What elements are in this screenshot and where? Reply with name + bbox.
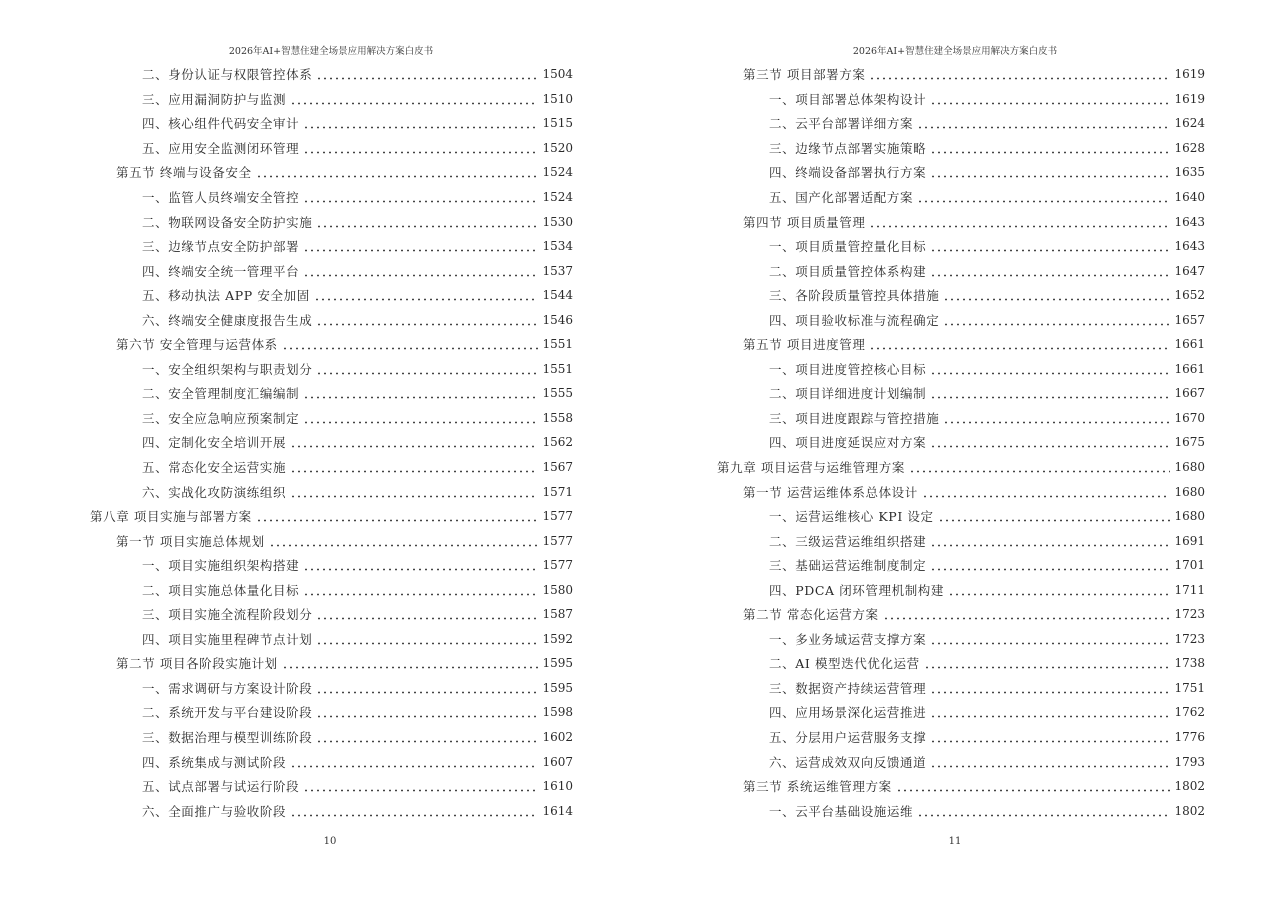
toc-entry-page-number: 1675 <box>1174 435 1205 450</box>
toc-entry-title: 一、项目进度管控核心目标 <box>769 361 927 377</box>
toc-subsection-entry[interactable] <box>717 700 1205 725</box>
dot-leader <box>930 142 1170 154</box>
toc-section-entry[interactable] <box>717 209 1205 234</box>
toc-entry-page-number: 1628 <box>1174 140 1205 155</box>
toc-subsection-entry[interactable] <box>90 700 573 725</box>
toc-section-entry[interactable] <box>90 651 573 676</box>
toc-subsection-entry[interactable] <box>717 430 1205 455</box>
toc-entry-title: 一、监管人员终端安全管控 <box>142 190 300 205</box>
toc-entry-title: 三、安全应急响应预案制定 <box>142 410 300 426</box>
dot-leader <box>930 559 1170 571</box>
toc-entry-page-number: 1520 <box>542 140 573 155</box>
toc-entry-page-number: 1661 <box>1174 337 1205 352</box>
toc-entry-title: 六、实战化攻防演练组织 <box>142 484 287 500</box>
toc-entry-page-number: 1537 <box>542 263 573 278</box>
toc-entry-title: 三、项目进度跟踪与管控措施 <box>769 410 940 426</box>
dot-leader <box>290 93 538 105</box>
toc-entry-page-number: 1562 <box>542 435 573 450</box>
dot-leader <box>316 216 538 228</box>
toc-entry-page-number: 1515 <box>542 116 573 131</box>
toc-subsection-entry[interactable] <box>90 357 573 382</box>
dot-leader <box>930 756 1170 768</box>
page-number: 11 <box>948 836 962 847</box>
toc-entry-title: 第三节 系统运维管理方案 <box>743 779 892 795</box>
toc-subsection-entry[interactable] <box>717 136 1205 161</box>
toc-entry-title: 四、终端设备部署执行方案 <box>769 165 927 181</box>
dot-leader <box>930 706 1170 718</box>
toc-subsection-entry[interactable] <box>90 209 573 234</box>
toc-entry-page-number: 1595 <box>542 656 573 671</box>
toc-entry-title: 二、AI 模型迭代优化运营 <box>769 656 920 672</box>
toc-entry-title: 五、试点部署与试运行阶段 <box>142 779 300 795</box>
toc-entry-title: 一、项目质量管控量化目标 <box>769 239 927 255</box>
toc-subsection-entry[interactable] <box>717 627 1205 652</box>
toc-subsection-entry[interactable] <box>90 577 573 602</box>
toc-entry-title: 三、项目实施全流程阶段划分 <box>142 607 313 623</box>
toc-entry-page-number: 1577 <box>542 509 573 524</box>
toc-entry-page-number: 1598 <box>542 705 573 720</box>
toc-subsection-entry[interactable] <box>90 455 573 480</box>
toc-subsection-entry[interactable] <box>90 479 573 504</box>
dot-leader <box>316 363 538 375</box>
toc-entry-page-number: 1619 <box>1174 91 1205 106</box>
dot-leader <box>290 756 538 768</box>
toc-entry-page-number: 1567 <box>542 460 573 475</box>
toc-entry-title: 一、安全组织架构与职责划分 <box>142 361 313 377</box>
toc-subsection-entry[interactable] <box>90 87 573 112</box>
toc-entry-title: 六、全面推广与验收阶段 <box>142 803 287 819</box>
toc-subsection-entry[interactable] <box>90 307 573 332</box>
toc-entry-title: 五、分层用户运营服务支撑 <box>769 730 927 746</box>
toc-entry-title: 四、终端安全统一管理平台 <box>142 263 300 279</box>
toc-entry-title: 二、物联网设备安全防护实施 <box>142 214 313 230</box>
toc-subsection-entry[interactable] <box>717 307 1205 332</box>
dot-leader <box>303 142 538 154</box>
toc-section-entry[interactable] <box>717 602 1205 627</box>
dot-leader <box>917 191 1170 203</box>
toc-entry-page-number: 1691 <box>1174 533 1205 548</box>
toc-entry-page-number: 1647 <box>1174 263 1205 278</box>
toc-subsection-entry[interactable] <box>90 430 573 455</box>
dot-leader <box>256 510 539 522</box>
toc-subsection-entry[interactable] <box>90 676 573 701</box>
toc-entry-title: 一、项目部署总体架构设计 <box>769 91 927 107</box>
toc-entry-page-number: 1640 <box>1174 190 1205 204</box>
toc-subsection-entry[interactable] <box>717 676 1205 701</box>
dot-leader <box>930 166 1170 178</box>
toc-entry-page-number: 1558 <box>542 410 573 425</box>
toc-entry-page-number: 1738 <box>1174 656 1205 671</box>
dot-leader <box>303 265 538 277</box>
dot-leader <box>290 805 538 817</box>
toc-entry-page-number: 1776 <box>1174 730 1205 745</box>
dot-leader <box>290 486 538 498</box>
dot-leader <box>269 535 539 547</box>
toc-section-entry[interactable] <box>717 774 1205 799</box>
dot-leader <box>303 240 538 252</box>
toc-section-entry[interactable] <box>90 160 573 185</box>
toc-entry-title: 四、核心组件代码安全审计 <box>142 116 300 132</box>
dot-leader <box>303 117 538 129</box>
toc-entry-page-number: 1524 <box>542 165 573 180</box>
dot-leader <box>316 682 538 694</box>
dot-leader <box>290 461 538 473</box>
toc-entry-title: 第三节 项目部署方案 <box>743 67 866 83</box>
toc-entry-page-number: 1762 <box>1174 705 1205 720</box>
toc-entry-page-number: 1680 <box>1174 460 1205 475</box>
dot-leader <box>316 633 538 645</box>
toc-entry-title: 三、各阶段质量管控具体措施 <box>769 288 940 304</box>
dot-leader <box>869 338 1170 350</box>
toc-entry-title: 四、应用场景深化运营推进 <box>769 705 927 721</box>
toc-subsection-entry[interactable] <box>90 774 573 799</box>
toc-entry-title: 五、应用安全监测闭环管理 <box>142 140 300 156</box>
toc-entry-page-number: 1643 <box>1174 214 1205 229</box>
toc-subsection-entry[interactable] <box>90 602 573 627</box>
toc-entry-title: 四、定制化安全培训开展 <box>142 435 287 451</box>
toc-subsection-entry[interactable] <box>717 798 1205 823</box>
dot-leader <box>930 436 1170 448</box>
toc-entry-title: 五、国产化部署适配方案 <box>769 190 914 205</box>
toc-subsection-entry[interactable] <box>90 136 573 161</box>
dot-leader <box>316 731 538 743</box>
toc-entry-page-number: 1711 <box>1174 582 1205 597</box>
toc-subsection-entry[interactable] <box>90 798 573 823</box>
toc-entry-title: 二、身份认证与权限管控体系 <box>142 67 313 83</box>
toc-entry-title: 一、多业务域运营支撑方案 <box>769 631 927 647</box>
toc-entry-title: 三、边缘节点安全防护部署 <box>142 239 300 255</box>
toc-subsection-entry[interactable] <box>90 406 573 431</box>
dot-leader <box>316 314 538 326</box>
dot-leader <box>930 535 1170 547</box>
toc-subsection-entry[interactable] <box>90 553 573 578</box>
toc-entry-page-number: 1670 <box>1174 410 1205 425</box>
dot-leader <box>303 412 538 424</box>
toc-section-entry[interactable] <box>717 479 1205 504</box>
toc-subsection-entry[interactable] <box>717 87 1205 112</box>
toc-section-entry[interactable] <box>90 332 573 357</box>
dot-leader <box>869 216 1170 228</box>
dot-leader <box>948 584 1170 596</box>
dot-leader <box>943 314 1170 326</box>
toc-subsection-entry[interactable] <box>717 357 1205 382</box>
toc-subsection-entry[interactable] <box>717 160 1205 185</box>
toc-section-entry[interactable] <box>717 332 1205 357</box>
toc-entry-page-number: 1652 <box>1174 288 1205 303</box>
toc-entry-title: 四、系统集成与测试阶段 <box>142 754 287 770</box>
dot-leader <box>303 387 538 399</box>
toc-entry-page-number: 1635 <box>1174 165 1205 180</box>
toc-entry-page-number: 1544 <box>542 288 573 303</box>
dot-leader <box>303 559 538 571</box>
toc-entry-title: 第一节 运营运维体系总体设计 <box>743 484 918 500</box>
toc-entry-title: 第六节 安全管理与运营体系 <box>116 337 278 353</box>
dot-leader <box>924 657 1171 669</box>
toc-subsection-entry[interactable] <box>90 234 573 259</box>
toc-entry-page-number: 1723 <box>1174 607 1205 622</box>
toc-subsection-entry[interactable] <box>717 234 1205 259</box>
toc-entry-page-number: 1592 <box>542 631 573 646</box>
toc-chapter-entry[interactable] <box>90 504 573 529</box>
toc-subsection-entry[interactable] <box>90 381 573 406</box>
toc-entry-page-number: 1555 <box>542 386 573 401</box>
dot-leader <box>930 265 1170 277</box>
toc-entry-page-number: 1802 <box>1174 803 1205 818</box>
toc-entry-page-number: 1680 <box>1174 484 1205 499</box>
toc-subsection-entry[interactable] <box>90 627 573 652</box>
toc-entry-page-number: 1571 <box>542 484 573 499</box>
toc-subsection-entry[interactable] <box>90 283 573 308</box>
toc-entry-title: 四、PDCA 闭环管理机制构建 <box>769 582 944 598</box>
toc-entry-title: 一、云平台基础设施运维 <box>769 803 914 819</box>
dot-leader <box>314 289 539 301</box>
dot-leader <box>282 338 539 350</box>
dot-leader <box>883 608 1171 620</box>
toc-subsection-entry[interactable] <box>717 651 1205 676</box>
toc-entry-page-number: 1701 <box>1174 558 1205 573</box>
dot-leader <box>316 608 538 620</box>
toc-entry-page-number: 1661 <box>1174 361 1205 376</box>
toc-entry-page-number: 1607 <box>542 754 573 769</box>
toc-entry-page-number: 1551 <box>542 361 573 376</box>
toc-entry-page-number: 1624 <box>1174 116 1205 131</box>
dot-leader <box>930 387 1170 399</box>
dot-leader <box>303 780 538 792</box>
toc-entry-page-number: 1546 <box>542 312 573 327</box>
dot-leader <box>316 706 538 718</box>
dot-leader <box>869 68 1170 80</box>
toc-entry-page-number: 1504 <box>542 67 573 82</box>
dot-leader <box>303 584 538 596</box>
toc-entry-title: 二、系统开发与平台建设阶段 <box>142 705 313 721</box>
toc-entry-page-number: 1610 <box>542 779 573 794</box>
toc-entry-title: 三、数据资产持续运营管理 <box>769 680 927 696</box>
toc-entry-title: 四、项目进度延误应对方案 <box>769 435 927 451</box>
toc-subsection-entry[interactable] <box>90 749 573 774</box>
toc-entry-title: 五、常态化安全运营实施 <box>142 460 287 476</box>
toc-entry-page-number: 1580 <box>542 582 573 597</box>
toc-subsection-entry[interactable] <box>717 725 1205 750</box>
toc-entry-page-number: 1602 <box>542 730 573 745</box>
dot-leader <box>290 436 538 448</box>
left-page <box>0 0 632 898</box>
toc-entry-page-number: 1751 <box>1174 680 1205 695</box>
dot-leader <box>282 657 539 669</box>
toc-entry-page-number: 1723 <box>1174 631 1205 646</box>
toc-entry-title: 第二节 项目各阶段实施计划 <box>116 656 278 672</box>
dot-leader <box>303 191 538 203</box>
toc-entry-title: 第四节 项目质量管理 <box>743 214 866 230</box>
toc-subsection-entry[interactable] <box>90 185 573 210</box>
toc-subsection-entry[interactable] <box>717 504 1205 529</box>
toc-subsection-entry[interactable] <box>717 749 1205 774</box>
toc-entry-title: 第八章 项目实施与部署方案 <box>90 509 252 525</box>
page-number: 10 <box>323 836 337 847</box>
dot-leader <box>930 731 1170 743</box>
toc-subsection-entry[interactable] <box>717 185 1205 210</box>
toc-entry-title: 三、基础运营运维制度制定 <box>769 558 927 574</box>
toc-entry-title: 第五节 项目进度管理 <box>743 337 866 353</box>
toc-entry-page-number: 1510 <box>542 91 573 106</box>
toc-entry-page-number: 1614 <box>542 803 573 818</box>
toc-entry-title: 三、应用漏洞防护与监测 <box>142 91 287 107</box>
toc-entry-page-number: 1587 <box>542 607 573 622</box>
toc-subsection-entry[interactable] <box>90 62 573 87</box>
toc-entry-title: 二、项目详细进度计划编制 <box>769 386 927 402</box>
toc-entry-title: 一、需求调研与方案设计阶段 <box>142 680 313 696</box>
toc-entry-title: 三、边缘节点部署实施策略 <box>769 140 927 156</box>
toc-entry-page-number: 1577 <box>542 533 573 548</box>
toc-subsection-entry[interactable] <box>717 111 1205 136</box>
table-of-contents <box>90 62 573 823</box>
toc-section-entry[interactable] <box>717 62 1205 87</box>
toc-entry-title: 六、运营成效双向反馈通道 <box>769 754 927 770</box>
toc-entry-page-number: 1577 <box>542 558 573 573</box>
dot-leader <box>256 166 539 178</box>
toc-subsection-entry[interactable] <box>717 283 1205 308</box>
dot-leader <box>930 633 1170 645</box>
toc-entry-title: 二、项目实施总体量化目标 <box>142 582 300 598</box>
toc-subsection-entry[interactable] <box>90 725 573 750</box>
toc-entry-page-number: 1595 <box>542 680 573 695</box>
dot-leader <box>909 461 1170 473</box>
dot-leader <box>943 412 1170 424</box>
toc-entry-page-number: 1667 <box>1174 386 1205 401</box>
toc-section-entry[interactable] <box>90 528 573 553</box>
dot-leader <box>930 682 1170 694</box>
toc-subsection-entry[interactable] <box>717 553 1205 578</box>
toc-subsection-entry[interactable] <box>717 577 1205 602</box>
table-of-contents <box>717 62 1205 823</box>
dot-leader <box>930 363 1170 375</box>
toc-entry-page-number: 1657 <box>1174 312 1205 327</box>
toc-subsection-entry[interactable] <box>717 528 1205 553</box>
toc-entry-page-number: 1619 <box>1174 67 1205 82</box>
toc-entry-page-number: 1530 <box>542 214 573 229</box>
dot-leader <box>917 805 1170 817</box>
toc-entry-title: 二、三级运营运维组织搭建 <box>769 533 927 549</box>
dot-leader <box>917 117 1170 129</box>
dot-leader <box>938 510 1171 522</box>
toc-entry-page-number: 1534 <box>542 239 573 254</box>
toc-entry-title: 四、项目验收标准与流程确定 <box>769 312 940 328</box>
toc-entry-page-number: 1551 <box>542 337 573 352</box>
toc-entry-title: 六、终端安全健康度报告生成 <box>142 312 313 328</box>
toc-entry-title: 一、运营运维核心 KPI 设定 <box>769 509 934 525</box>
dot-leader <box>930 93 1170 105</box>
toc-chapter-entry[interactable] <box>717 455 1205 480</box>
toc-entry-title: 三、数据治理与模型训练阶段 <box>142 730 313 746</box>
toc-entry-page-number: 1680 <box>1174 509 1205 524</box>
toc-entry-title: 第九章 项目运营与运维管理方案 <box>717 460 905 476</box>
dot-leader <box>896 780 1171 792</box>
toc-entry-title: 二、项目质量管控体系构建 <box>769 263 927 279</box>
dot-leader <box>316 68 538 80</box>
toc-entry-page-number: 1524 <box>542 190 573 204</box>
toc-entry-page-number: 1802 <box>1174 779 1205 794</box>
toc-entry-title: 二、云平台部署详细方案 <box>769 116 914 132</box>
toc-entry-title: 一、项目实施组织架构搭建 <box>142 558 300 574</box>
dot-leader <box>922 486 1171 498</box>
toc-entry-page-number: 1793 <box>1174 754 1205 769</box>
dot-leader <box>930 240 1170 252</box>
toc-subsection-entry[interactable] <box>717 258 1205 283</box>
toc-entry-title: 二、安全管理制度汇编编制 <box>142 386 300 402</box>
toc-entry-page-number: 1643 <box>1174 239 1205 254</box>
right-page <box>632 0 1265 898</box>
toc-subsection-entry[interactable] <box>90 111 573 136</box>
toc-subsection-entry[interactable] <box>717 406 1205 431</box>
toc-entry-title: 第一节 项目实施总体规划 <box>116 533 265 549</box>
toc-entry-title: 第二节 常态化运营方案 <box>743 607 879 623</box>
running-header: 2026年AI+智慧住建全场景应用解决方案白皮书 <box>228 46 434 57</box>
toc-subsection-entry[interactable] <box>717 381 1205 406</box>
toc-subsection-entry[interactable] <box>90 258 573 283</box>
toc-entry-title: 四、项目实施里程碑节点计划 <box>142 631 313 647</box>
dot-leader <box>943 289 1170 301</box>
running-header: 2026年AI+智慧住建全场景应用解决方案白皮书 <box>852 46 1058 57</box>
toc-entry-title: 五、移动执法 APP 安全加固 <box>142 288 310 304</box>
toc-entry-title: 第五节 终端与设备安全 <box>116 165 252 181</box>
